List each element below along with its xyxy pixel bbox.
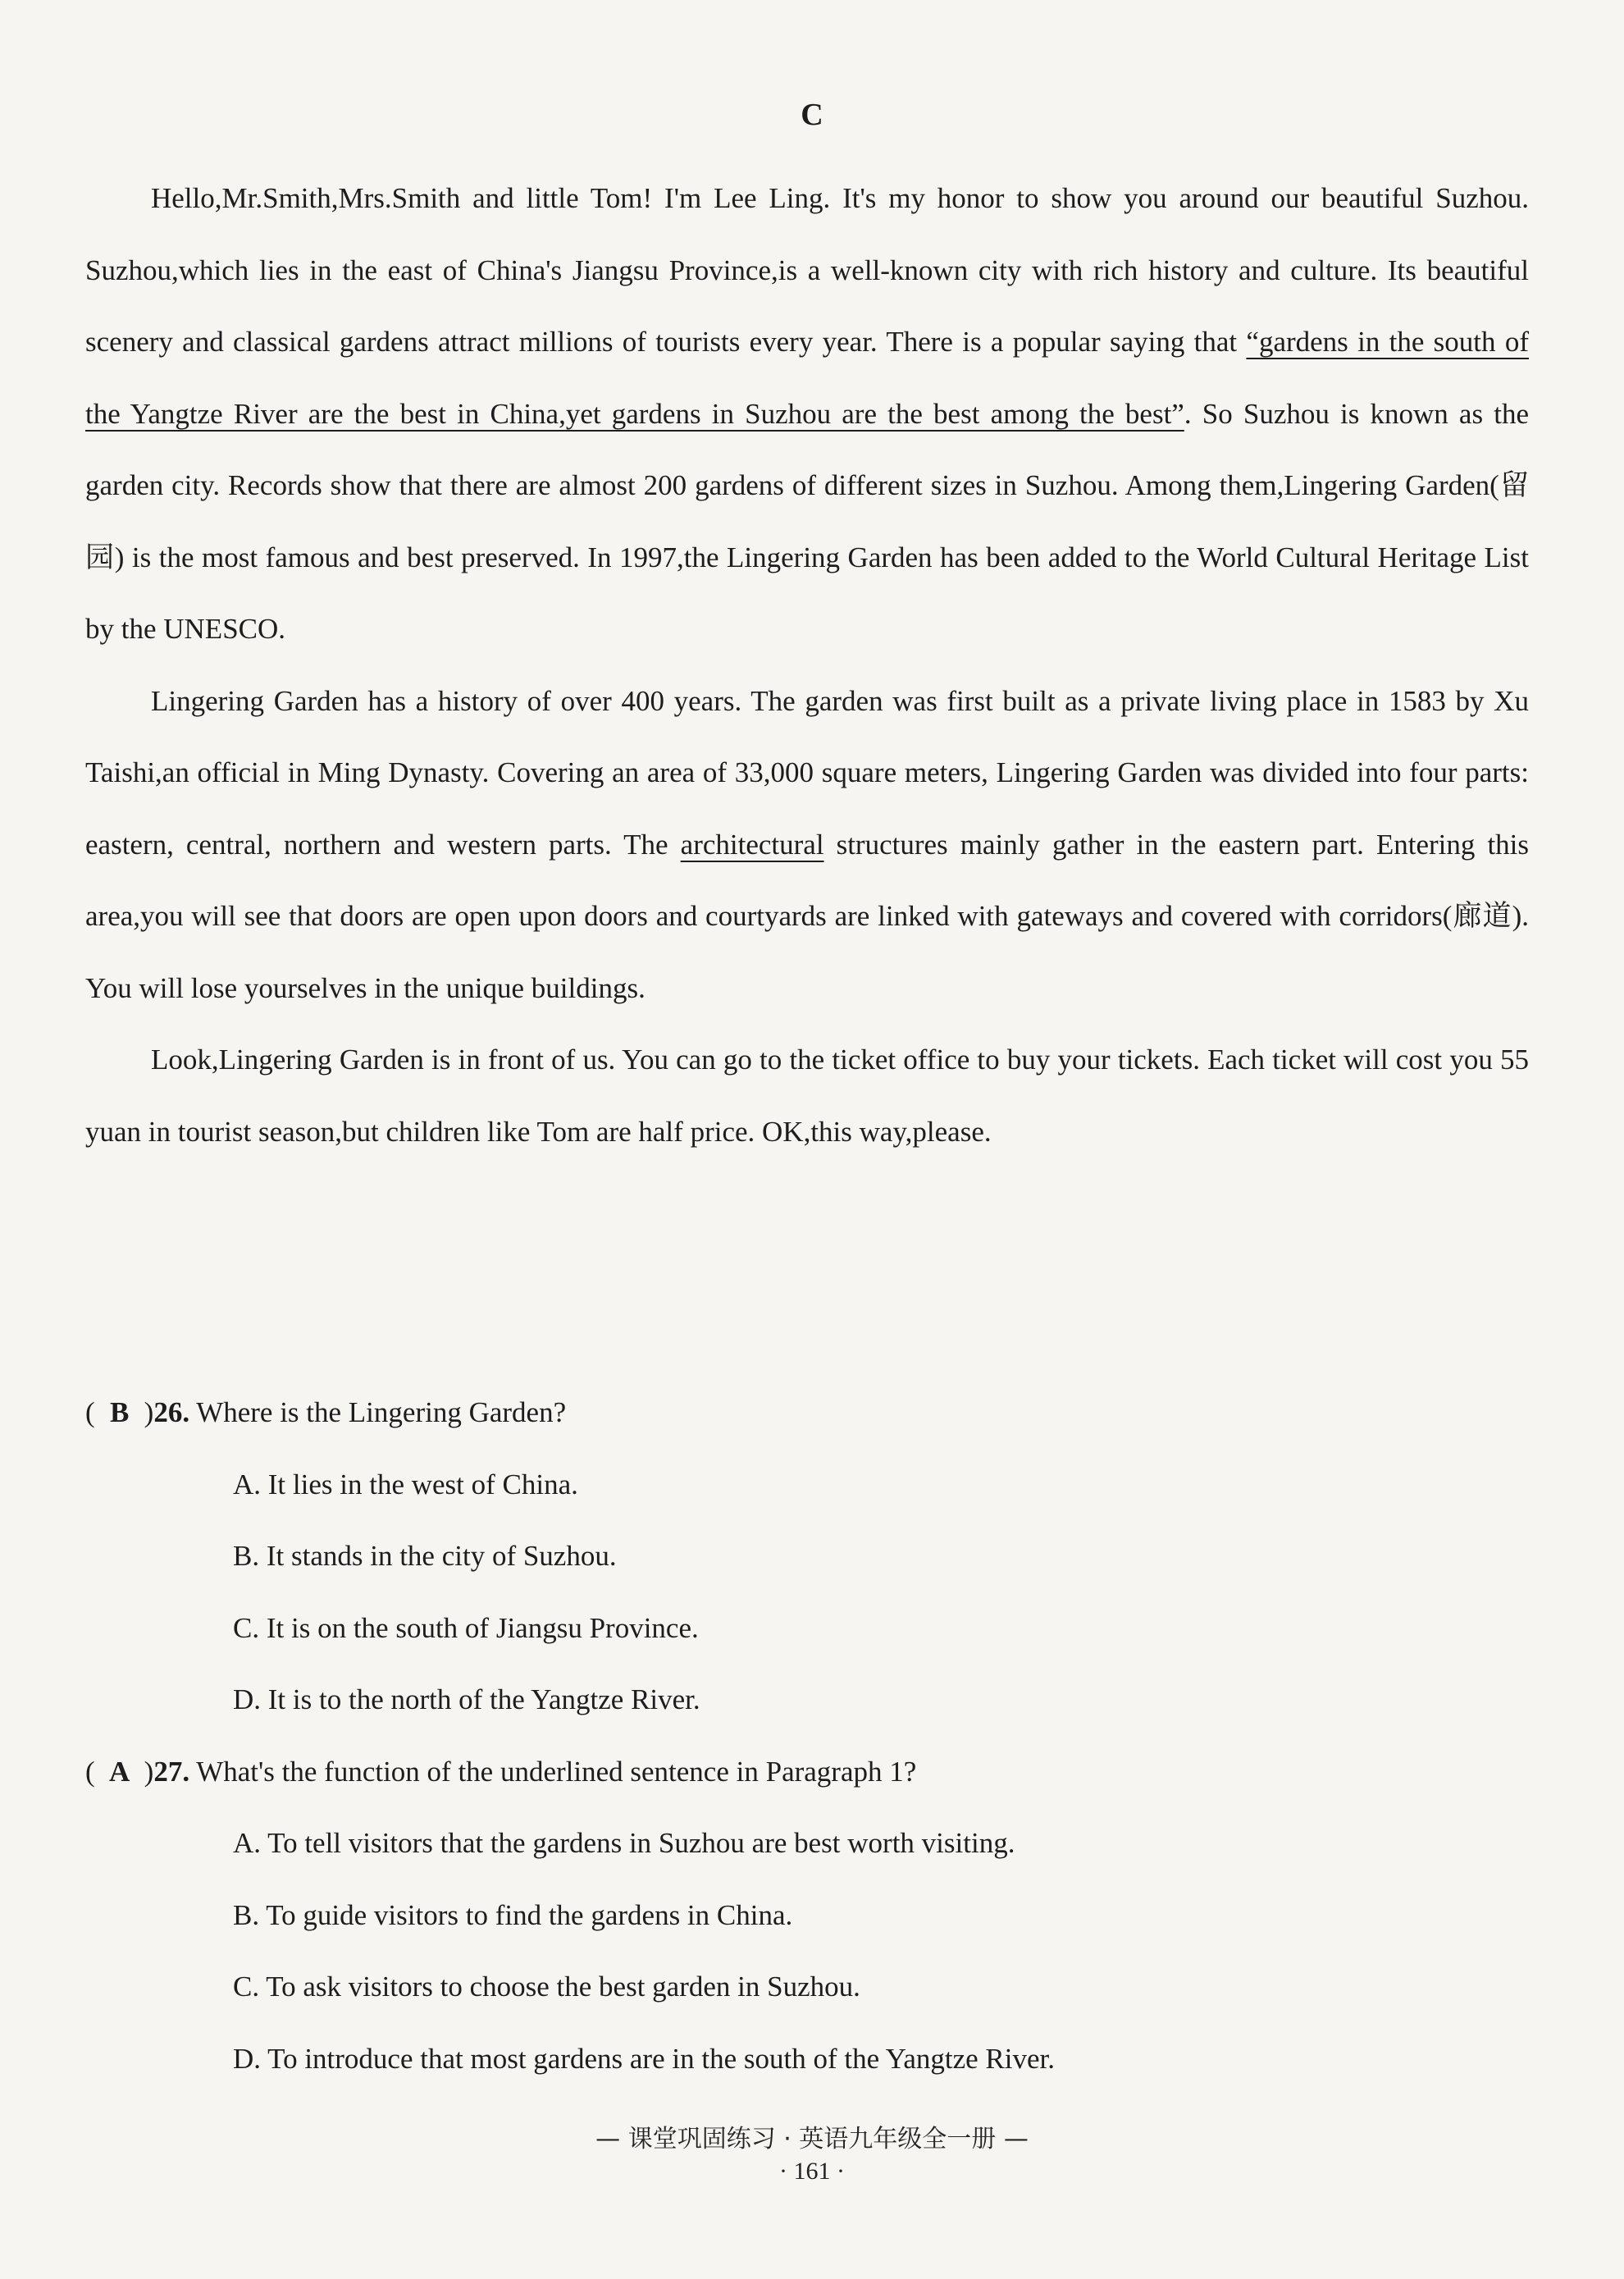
question-text: Where is the Lingering Garden? bbox=[196, 1396, 567, 1428]
option-a: A. It lies in the west of China. bbox=[233, 1468, 578, 1500]
question-27 bbox=[85, 1736, 1545, 2095]
option-c: C. It is on the south of Jiangsu Province. bbox=[233, 1611, 699, 1644]
question-stem: ( A )27. What's the function of the underlined sentence in Paragraph 1? bbox=[85, 1736, 1545, 1808]
paragraph-1 bbox=[85, 162, 1529, 665]
option-b: B. To guide visitors to find the gardens in China. bbox=[233, 1898, 793, 1931]
question-number: 26. bbox=[153, 1396, 190, 1428]
section-heading: C bbox=[801, 98, 823, 132]
paragraph-1-text-b: . So Suzhou is known as the garden city. Records show that there are almost 200 gardens of different sizes in Suzhou. Among them,Lingering Garden(留园) is the most famous and best preserved. In 1997,the Lingering Garden has been added to the World Cultural Heritage List by the UNESCO. bbox=[85, 397, 1529, 645]
underlined-sentence: “gardens in the south of the Yangtze River are the best in China,yet gardens in Suzhou are the best among the best” bbox=[85, 326, 1529, 430]
paragraph-2-text-a: Lingering Garden has a history of over 400 years. The garden was first built as a private living place in 1583 by Xu Taishi,an official in Ming Dynasty. Covering an area of 33,000 square meters, Lingering Garden was divided into four parts: eastern, central, northern and western parts. The bbox=[85, 684, 1529, 861]
page-number: · 161 · bbox=[779, 2158, 845, 2185]
answer-mark: B bbox=[109, 1396, 130, 1428]
reading-passage bbox=[85, 162, 1529, 1167]
paragraph-1-text-a: Hello,Mr.Smith,Mrs.Smith and little Tom! I'm Lee Ling. It's my honor to show you around our beautiful Suzhou. Suzhou,which lies in the east of China's Jiangsu Province,is a well-known city with rich history and culture. Its beautiful scenery and classical gardens attract millions of tourists every year. There is a popular saying that bbox=[85, 182, 1529, 358]
question-list bbox=[85, 1377, 1545, 2094]
underlined-word: architectural bbox=[680, 828, 824, 861]
paragraph-2-text-b: structures mainly gather in the eastern part. Entering this area,you will see that doors are open upon doors and courtyards are linked with gateways and covered with corridors(廊道). You will lose yourselves in the unique buildings. bbox=[85, 828, 1530, 1004]
question-text: What's the function of the underlined sentence in Paragraph 1? bbox=[196, 1755, 917, 1788]
option-d: D. It is to the north of the Yangtze River. bbox=[233, 1683, 700, 1715]
paragraph-3: Look,Lingering Garden is in front of us. You can go to the ticket office to buy your tickets. Each ticket will cost you 55 yuan in tourist season,but children like Tom are half price. OK,this way,please. bbox=[85, 1044, 1529, 1148]
footer-title: — 课堂巩固练习 · 英语九年级全一册 — bbox=[595, 2125, 1029, 2153]
option-a: A. To tell visitors that the gardens in Suzhou are best worth visiting. bbox=[233, 1827, 1015, 1859]
option-c: C. To ask visitors to choose the best garden in Suzhou. bbox=[233, 1971, 860, 2003]
option-d: D. To introduce that most gardens are in the south of the Yangtze River. bbox=[233, 2042, 1055, 2075]
question-number: 27. bbox=[153, 1755, 190, 1788]
question-stem: ( B )26. Where is the Lingering Garden? bbox=[85, 1377, 1545, 1449]
question-26 bbox=[85, 1377, 1545, 1736]
option-b: B. It stands in the city of Suzhou. bbox=[233, 1540, 617, 1572]
paragraph-2 bbox=[85, 665, 1529, 1025]
answer-mark: A bbox=[109, 1755, 130, 1788]
